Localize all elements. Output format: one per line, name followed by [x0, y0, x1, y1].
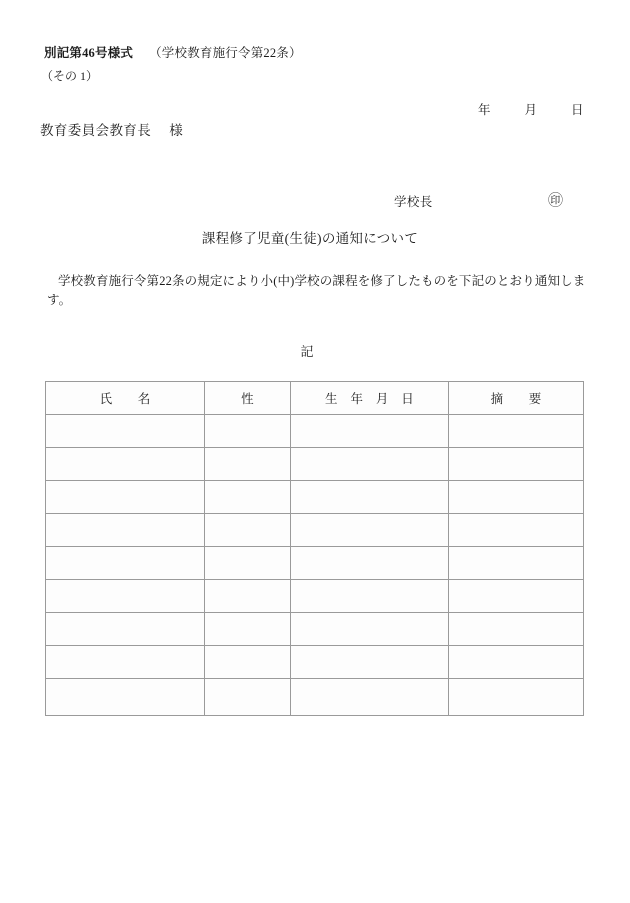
addressee: [40, 124, 183, 138]
cell-remarks[interactable]: [449, 547, 584, 580]
cell-name[interactable]: [46, 580, 205, 613]
date-month-label: 月: [524, 103, 538, 117]
cell-birthdate[interactable]: [291, 580, 449, 613]
body-paragraph: 学校教育施行令第22条の規定により小(中)学校の課程を修了したものを下記のとおり通知します。: [47, 274, 586, 307]
column-header-sex: 性: [205, 382, 291, 415]
student-record-table: [45, 381, 584, 716]
table-row: [46, 448, 584, 481]
column-header-birthdate: 生 年 月 日: [291, 382, 449, 415]
cell-birthdate[interactable]: [291, 679, 449, 716]
cell-name[interactable]: [46, 646, 205, 679]
cell-name[interactable]: [46, 415, 205, 448]
cell-sex[interactable]: [205, 514, 291, 547]
cell-sex[interactable]: [205, 646, 291, 679]
table-header-row: [46, 382, 584, 415]
form-part-label: （その 1）: [41, 69, 99, 83]
cell-birthdate[interactable]: [291, 514, 449, 547]
table-row: [46, 547, 584, 580]
form-law-reference: （学校教育施行令第22条）: [149, 46, 302, 60]
cell-sex[interactable]: [205, 679, 291, 716]
cell-name[interactable]: [46, 448, 205, 481]
cell-remarks[interactable]: [449, 580, 584, 613]
cell-name[interactable]: [46, 481, 205, 514]
cell-sex[interactable]: [205, 613, 291, 646]
cell-name[interactable]: [46, 613, 205, 646]
document-title: 課程修了児童(生徒)の通知について: [201, 231, 419, 246]
cell-remarks[interactable]: [449, 679, 584, 716]
cell-sex[interactable]: [205, 481, 291, 514]
signature-title: 学校長: [394, 195, 433, 209]
cell-remarks[interactable]: [449, 448, 584, 481]
table-row: [46, 613, 584, 646]
table-row: [46, 514, 584, 547]
cell-sex[interactable]: [205, 547, 291, 580]
cell-birthdate[interactable]: [291, 481, 449, 514]
addressee-honorific: 様: [169, 123, 184, 138]
cell-remarks[interactable]: [449, 481, 584, 514]
column-header-name: 氏 名: [46, 382, 205, 415]
cell-sex[interactable]: [205, 580, 291, 613]
cell-birthdate[interactable]: [291, 613, 449, 646]
addressee-name: 教育委員会教育長: [40, 123, 152, 138]
seal-stamp-icon: ㊞: [548, 193, 564, 209]
table-row: [46, 481, 584, 514]
cell-birthdate[interactable]: [291, 415, 449, 448]
cell-remarks[interactable]: [449, 613, 584, 646]
cell-birthdate[interactable]: [291, 646, 449, 679]
cell-sex[interactable]: [205, 448, 291, 481]
date-line: [478, 104, 584, 117]
column-header-remarks: 摘 要: [449, 382, 584, 415]
cell-remarks[interactable]: [449, 415, 584, 448]
table-body: [46, 415, 584, 716]
form-header-line: [44, 47, 302, 60]
table-row: [46, 646, 584, 679]
table-row: [46, 679, 584, 716]
cell-sex[interactable]: [205, 415, 291, 448]
cell-birthdate[interactable]: [291, 448, 449, 481]
cell-remarks[interactable]: [449, 646, 584, 679]
date-year-label: 年: [478, 103, 491, 117]
ki-marker: 記: [300, 344, 314, 359]
date-day-label: 日: [571, 103, 584, 117]
cell-name[interactable]: [46, 514, 205, 547]
cell-name[interactable]: [46, 547, 205, 580]
cell-birthdate[interactable]: [291, 547, 449, 580]
cell-remarks[interactable]: [449, 514, 584, 547]
cell-name[interactable]: [46, 679, 205, 716]
table-header: [46, 382, 584, 415]
table-row: [46, 415, 584, 448]
form-number: 別記第46号様式: [44, 46, 134, 60]
table-row: [46, 580, 584, 613]
